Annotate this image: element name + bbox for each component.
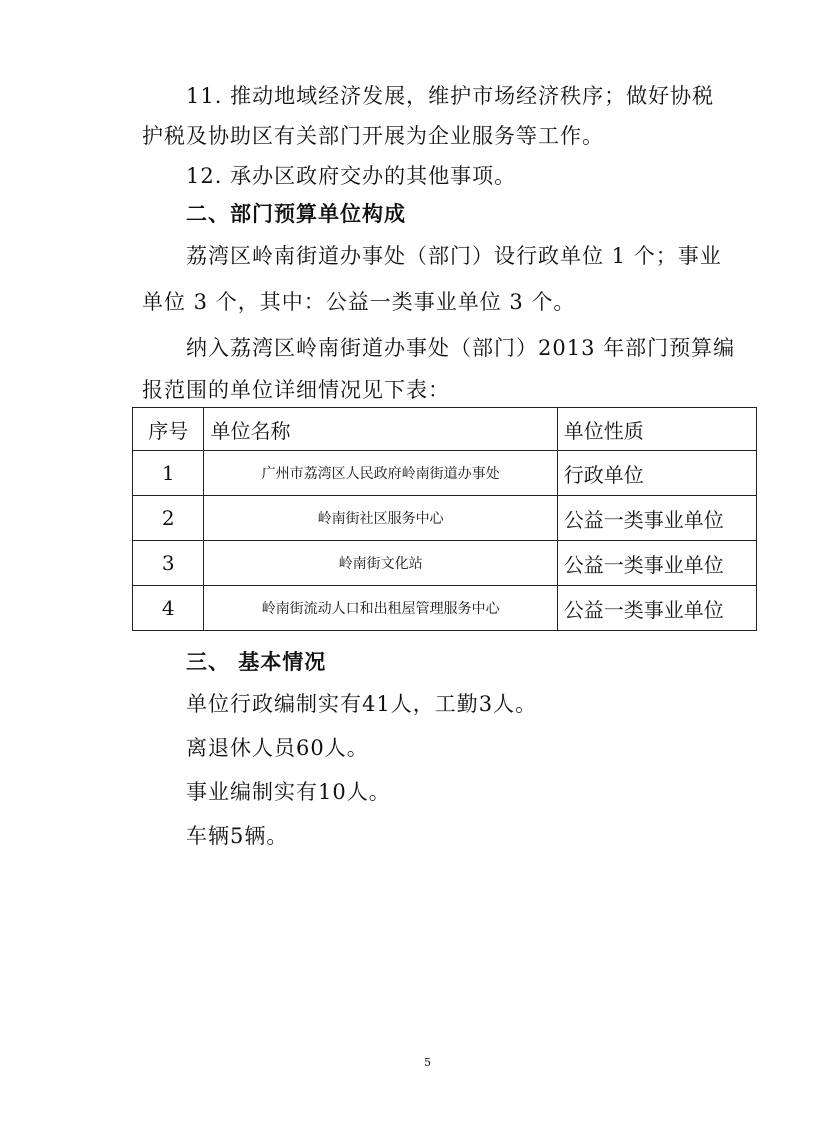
table-row <box>133 541 757 586</box>
section-3-line-1: 单位行政编制实有41人，工勤3人。 <box>186 692 538 716</box>
row-type: 公益一类事业单位 <box>557 586 756 631</box>
row-name: 岭南街社区服务中心 <box>204 496 557 541</box>
section-2-paragraph-1-line-1: 荔湾区岭南街道办事处（部门）设行政单位 1 个；事业 <box>186 244 722 268</box>
section-3-heading: 三、 基本情况 <box>186 649 327 674</box>
row-type: 行政单位 <box>557 451 756 496</box>
section-2-heading: 二、部门预算单位构成 <box>186 201 406 226</box>
row-no: 1 <box>133 451 204 496</box>
row-type: 公益一类事业单位 <box>557 496 756 541</box>
section-2-paragraph-2-line-2: 报范围的单位详细情况见下表： <box>142 378 450 402</box>
row-type: 公益一类事业单位 <box>557 541 756 586</box>
page-number: 5 <box>424 1056 431 1069</box>
header-type: 单位性质 <box>557 408 756 451</box>
section-3-line-2: 离退休人员60人。 <box>186 736 369 760</box>
row-name: 广州市荔湾区人民政府岭南街道办事处 <box>204 451 557 496</box>
header-no: 序号 <box>133 408 204 451</box>
paragraph-item-11-line-1: 11. 推动地域经济发展，维护市场经济秩序；做好协税 <box>186 84 715 108</box>
section-2-paragraph-2-line-1: 纳入荔湾区岭南街道办事处（部门）2013 年部门预算编 <box>186 336 736 360</box>
paragraph-item-12: 12. 承办区政府交办的其他事项。 <box>186 164 517 188</box>
section-2-paragraph-1-line-2: 单位 3 个，其中：公益一类事业单位 3 个。 <box>142 290 576 314</box>
row-no: 3 <box>133 541 204 586</box>
table-row <box>133 586 757 631</box>
section-3-line-4: 车辆5辆。 <box>186 824 289 848</box>
units-table <box>132 407 757 631</box>
section-3-line-3: 事业编制实有10人。 <box>186 780 391 804</box>
row-no: 2 <box>133 496 204 541</box>
row-name: 岭南街文化站 <box>204 541 557 586</box>
header-name: 单位名称 <box>204 408 557 451</box>
row-name: 岭南街流动人口和出租屋管理服务中心 <box>204 586 557 631</box>
paragraph-item-11-line-2: 护税及协助区有关部门开展为企业服务等工作。 <box>142 124 604 148</box>
row-no: 4 <box>133 586 204 631</box>
table-header-row <box>133 408 757 451</box>
table-row <box>133 451 757 496</box>
table-row <box>133 496 757 541</box>
